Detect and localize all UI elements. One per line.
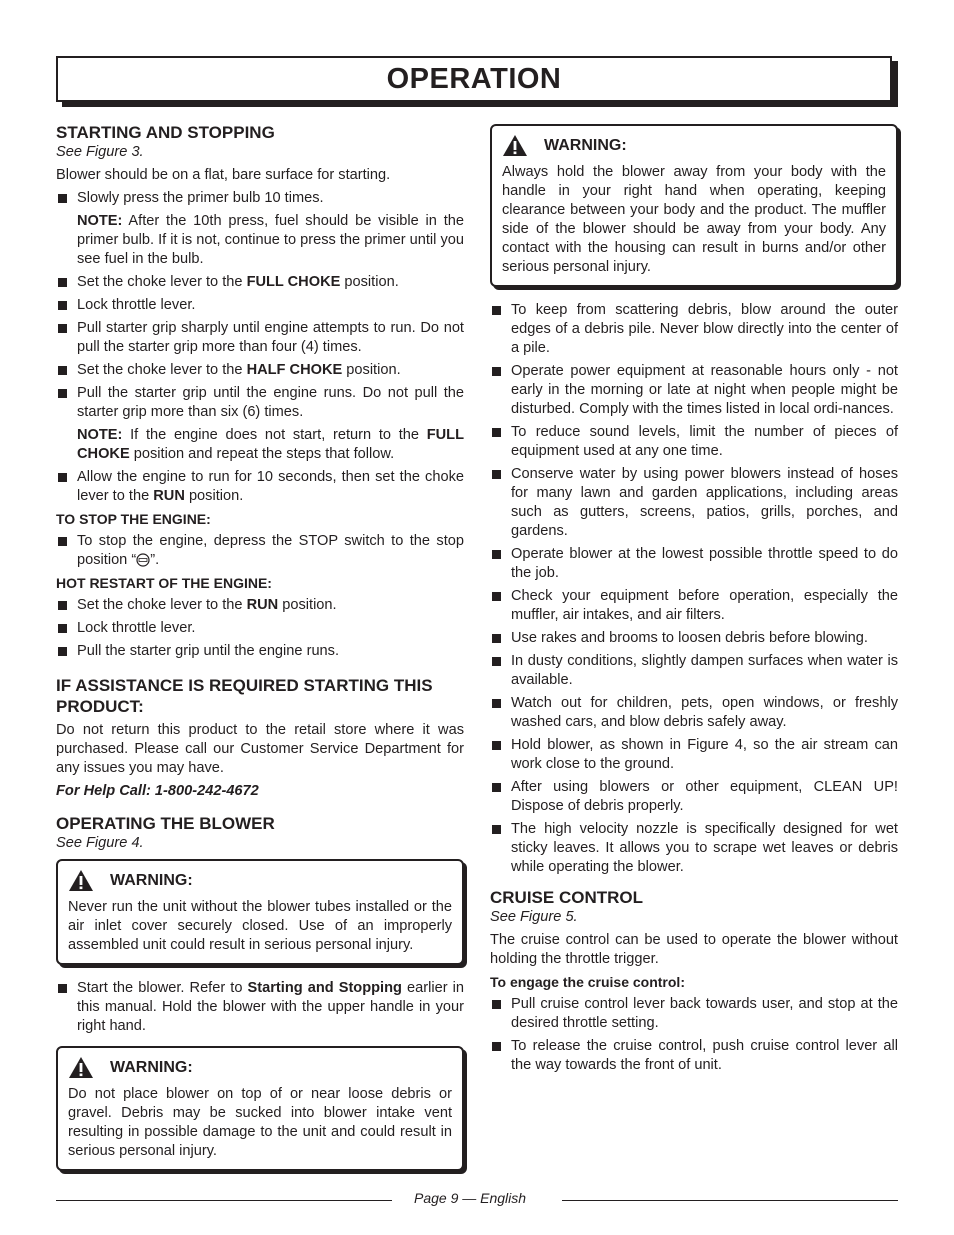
hot-restart-heading: HOT RESTART OF THE ENGINE: <box>56 575 272 591</box>
starting-steps <box>56 189 464 208</box>
footer-rule-left <box>56 1200 392 1201</box>
list-item: Set the choke lever to the RUN position. <box>56 596 464 615</box>
cruise-text: The cruise control can be used to operate the blower without holding the throttle trigger. <box>490 932 898 967</box>
assistance-text: Do not return this product to the retail store where it was purchased. Please call our Customer Service Department for any issues you may have. <box>56 722 464 776</box>
list-item: Use rakes and brooms to loosen debris before blowing. <box>490 629 898 648</box>
list-item: To keep from scattering debris, blow around the outer edges of a debris pile. Never blow directly into the center of a pile. <box>490 301 898 358</box>
note-primer: NOTE: After the 10th press, fuel should be visible in the primer bulb. If it is not, continue to press the primer until you see fuel in the bulb. <box>77 213 464 267</box>
warning-box-tubes <box>56 859 464 965</box>
list-item: Operate blower at the lowest possible throttle speed to do the job. <box>490 545 898 583</box>
footer-rule-right <box>562 1200 898 1201</box>
starting-stopping-heading: STARTING AND STOPPING <box>56 123 275 142</box>
see-figure-5: See Figure 5. <box>490 909 578 925</box>
warning-triangle-icon <box>68 869 94 892</box>
stop-switch-icon <box>136 553 150 567</box>
warning-triangle-icon <box>68 1056 94 1079</box>
see-figure-4: See Figure 4. <box>56 835 144 851</box>
stop-engine-heading: TO STOP THE ENGINE: <box>56 511 211 527</box>
starting-intro: Blower should be on a flat, bare surface for starting. <box>56 167 391 183</box>
list-item: Pull the starter grip until the engine runs. Do not pull the starter grip more than six (6) times. <box>56 384 464 422</box>
see-figure-3: See Figure 3. <box>56 144 144 160</box>
list-item: Allow the engine to run for 10 seconds, then set the choke lever to the RUN position. <box>56 468 464 506</box>
note-restart: NOTE: If the engine does not start, return to the FULL CHOKE position and repeat the steps that follow. <box>77 427 464 462</box>
list-item: The high velocity nozzle is specifically designed for wet sticky leaves. It allows you to scrape wet leaves or debris while operating the blower. <box>490 820 898 877</box>
page-title: OPERATION <box>386 63 562 95</box>
list-item: Hold blower, as shown in Figure 4, so the air stream can work close to the ground. <box>490 736 898 774</box>
warning-box-debris <box>56 1046 464 1171</box>
list-item: Operate power equipment at reasonable hours only - not early in the morning or late at night when people might be disturbed. Comply with the times listed in local ordi-nances. <box>490 362 898 419</box>
left-column <box>56 122 464 1185</box>
page-number: Page 9 — English <box>414 1190 527 1206</box>
list-item: Start the blower. Refer to Starting and Stopping earlier in this manual. Hold the blower with the upper handle in your right hand. <box>56 979 464 1036</box>
list-item: Slowly press the primer bulb 10 times. <box>56 189 464 208</box>
page-footer <box>56 1189 898 1209</box>
list-item: Lock throttle lever. <box>56 619 464 638</box>
list-item: After using blowers or other equipment, CLEAN UP! Dispose of debris properly. <box>490 778 898 816</box>
list-item: Set the choke lever to the FULL CHOKE position. <box>56 273 464 292</box>
warning-text: Never run the unit without the blower tubes installed or the air inlet cover securely closed. Use of an improperly assembled unit could result in serious personal injury. <box>68 899 452 953</box>
list-item: Pull starter grip sharply until engine attempts to run. Do not pull the starter grip more than four (4) times. <box>56 319 464 357</box>
list-item: Lock throttle lever. <box>56 296 464 315</box>
cruise-control-heading: CRUISE CONTROL <box>490 888 643 907</box>
list-item: Conserve water by using power blowers instead of hoses for many lawn and garden applications, including areas such as gutters, screens, patios, grills, porches, and gardens. <box>490 465 898 541</box>
warning-title: WARNING: <box>110 872 193 889</box>
list-item: Pull the starter grip until the engine runs. <box>56 642 464 661</box>
list-item: Watch out for children, pets, open windows, or freshly washed cars, and blow debris safely away. <box>490 694 898 732</box>
operating-tips <box>490 301 898 877</box>
warning-text: Always hold the blower away from your body with the handle in your right hand when operating, keeping clearance between your body and the product. The muffler side of the blower should be away from your body. Any contact with the housing can result in burns and/or other serious personal injury. <box>502 164 886 275</box>
list-item: Check your equipment before operation, especially the muffler, air intakes, and air filters. <box>490 587 898 625</box>
list-item: Set the choke lever to the HALF CHOKE position. <box>56 361 464 380</box>
warning-title: WARNING: <box>110 1059 193 1076</box>
operating-blower-heading: OPERATING THE BLOWER <box>56 814 275 833</box>
list-item: To stop the engine, depress the STOP switch to the stop position “ ”. <box>56 532 464 570</box>
list-item: In dusty conditions, slightly dampen surfaces when water is available. <box>490 652 898 690</box>
list-item: Pull cruise control lever back towards user, and stop at the desired throttle setting. <box>490 995 898 1033</box>
warning-title: WARNING: <box>544 137 627 154</box>
warning-text: Do not place blower on top of or near loose debris or gravel. Debris may be sucked into blower intake vent resulting in possible damage to the unit and could result in serious personal injury. <box>68 1086 452 1159</box>
list-item: To reduce sound levels, limit the number of pieces of equipment used at any one time. <box>490 423 898 461</box>
right-column <box>490 124 898 1079</box>
engage-cruise-heading: To engage the cruise control: <box>490 974 685 990</box>
help-phone: For Help Call: 1-800-242-4672 <box>56 783 259 799</box>
warning-triangle-icon <box>502 134 528 157</box>
list-item: To release the cruise control, push cruise control lever all the way towards the front of unit. <box>490 1037 898 1075</box>
warning-box-handling <box>490 124 898 287</box>
page-title-box <box>56 56 892 102</box>
assistance-heading: IF ASSISTANCE IS REQUIRED STARTING THIS PRODUCT: <box>56 676 433 716</box>
